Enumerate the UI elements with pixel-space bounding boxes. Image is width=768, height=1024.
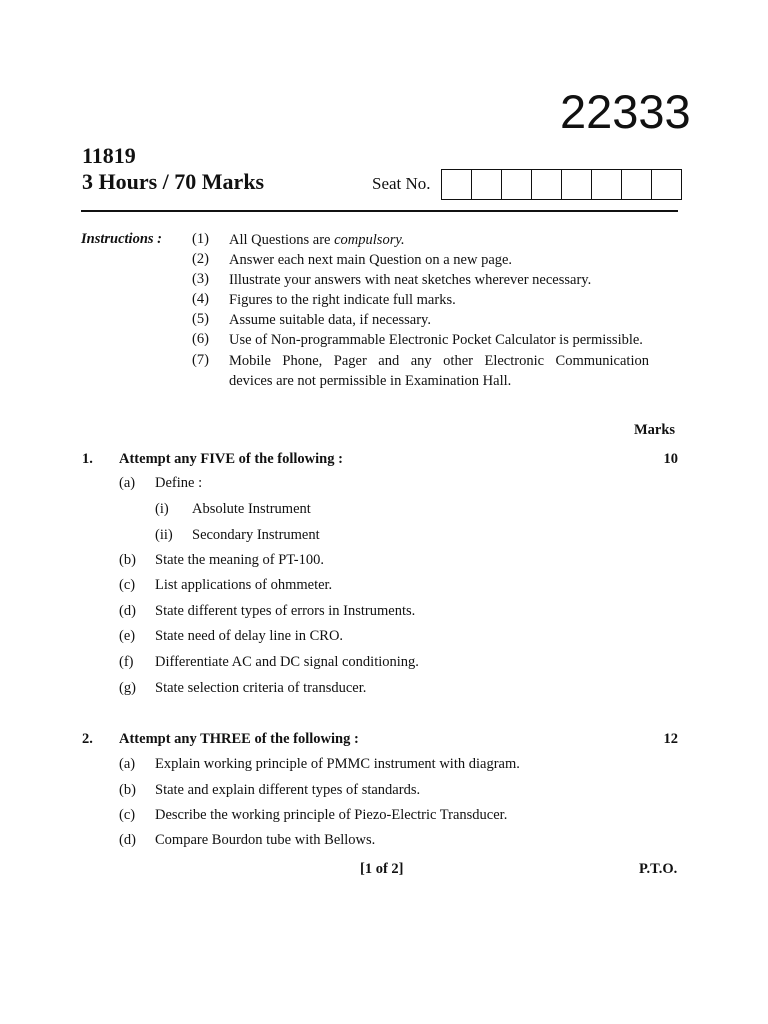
seat-number-box	[532, 170, 562, 199]
question-number: 1.	[82, 451, 93, 467]
question-title: Attempt any FIVE of the following :	[119, 451, 343, 467]
sub-question-label: (b)	[119, 782, 136, 798]
sub-part-text: Secondary Instrument	[192, 527, 320, 543]
instruction-number: (4)	[192, 291, 209, 307]
sub-question-label: (c)	[119, 577, 136, 593]
sub-question-text: State and explain different types of standards.	[155, 782, 421, 798]
sub-question-label: (a)	[119, 475, 136, 491]
seat-number-box	[442, 170, 472, 199]
instruction-text: Figures to the right indicate full marks.	[229, 292, 456, 308]
seat-number-box	[502, 170, 532, 199]
seat-number-label: Seat No.	[372, 174, 431, 193]
sub-question-label: (a)	[119, 756, 136, 772]
instruction-text-line: devices are not permissible in Examination Hall.	[229, 373, 512, 389]
instruction-text-prefix: All Questions are	[229, 232, 335, 248]
sub-question-text: State the meaning of PT-100.	[155, 552, 325, 568]
sub-question-label: (d)	[119, 832, 136, 848]
please-turn-over: P.T.O.	[639, 861, 678, 877]
exam-duration: 3 Hours / 70 Marks	[82, 169, 265, 194]
instruction-number: (5)	[192, 311, 209, 327]
seat-number-box	[622, 170, 652, 199]
sub-part-text: Absolute Instrument	[192, 501, 311, 517]
instruction-text-emphasis: compulsory.	[334, 232, 405, 248]
seat-number-box	[562, 170, 592, 199]
instruction-number: (7)	[192, 352, 209, 368]
question-title: Attempt any THREE of the following :	[119, 731, 359, 747]
question-number: 2.	[82, 731, 93, 747]
instruction-text	[229, 230, 669, 250]
sub-part-label: (i)	[155, 501, 169, 517]
sub-question-text: State need of delay line in CRO.	[155, 628, 344, 644]
seat-number-box	[592, 170, 622, 199]
sub-question-text: State different types of errors in Instruments.	[155, 603, 416, 619]
sub-question-label: (e)	[119, 628, 136, 644]
sub-question-label: (f)	[119, 654, 134, 670]
marks-column-heading: Marks	[634, 422, 676, 438]
sub-question-text: Compare Bourdon tube with Bellows.	[155, 832, 376, 848]
instruction-number: (3)	[192, 271, 209, 287]
sub-question-text: Define :	[155, 475, 203, 491]
sub-question-text: Explain working principle of PMMC instrument with diagram.	[155, 756, 520, 772]
instruction-text: Assume suitable data, if necessary.	[229, 312, 431, 328]
sub-question-text: List applications of ohmmeter.	[155, 577, 333, 593]
sub-question-label: (b)	[119, 552, 136, 568]
instruction-number: (1)	[192, 231, 209, 247]
seat-number-box	[652, 170, 681, 199]
sub-question-label: (d)	[119, 603, 136, 619]
instruction-number: (2)	[192, 251, 209, 267]
sub-question-text: Describe the working principle of Piezo-Electric Transducer.	[155, 807, 508, 823]
sub-question-label: (g)	[119, 680, 136, 696]
page-number: [1 of 2]	[360, 861, 404, 877]
sub-part-label: (ii)	[155, 527, 173, 543]
sub-question-text: Differentiate AC and DC signal conditioning.	[155, 654, 419, 670]
seat-number-box	[472, 170, 502, 199]
instruction-text-line: Mobile Phone, Pager and any other Electronic Communication	[229, 353, 649, 369]
instruction-text: Illustrate your answers with neat sketches wherever necessary.	[229, 272, 592, 288]
instruction-text: Use of Non-programmable Electronic Pocket Calculator is permissible.	[229, 332, 643, 348]
question-marks: 10	[663, 451, 678, 467]
instruction-number: (6)	[192, 331, 209, 347]
paper-code: 22333	[560, 85, 691, 138]
header-divider	[81, 210, 678, 212]
sub-question-text: State selection criteria of transducer.	[155, 680, 367, 696]
question-marks: 12	[663, 731, 678, 747]
instruction-text: Answer each next main Question on a new page.	[229, 252, 513, 268]
sub-question-label: (c)	[119, 807, 136, 823]
seat-number-boxes	[441, 169, 682, 200]
instructions-title: Instructions :	[81, 231, 162, 247]
exam-code: 11819	[82, 143, 136, 168]
